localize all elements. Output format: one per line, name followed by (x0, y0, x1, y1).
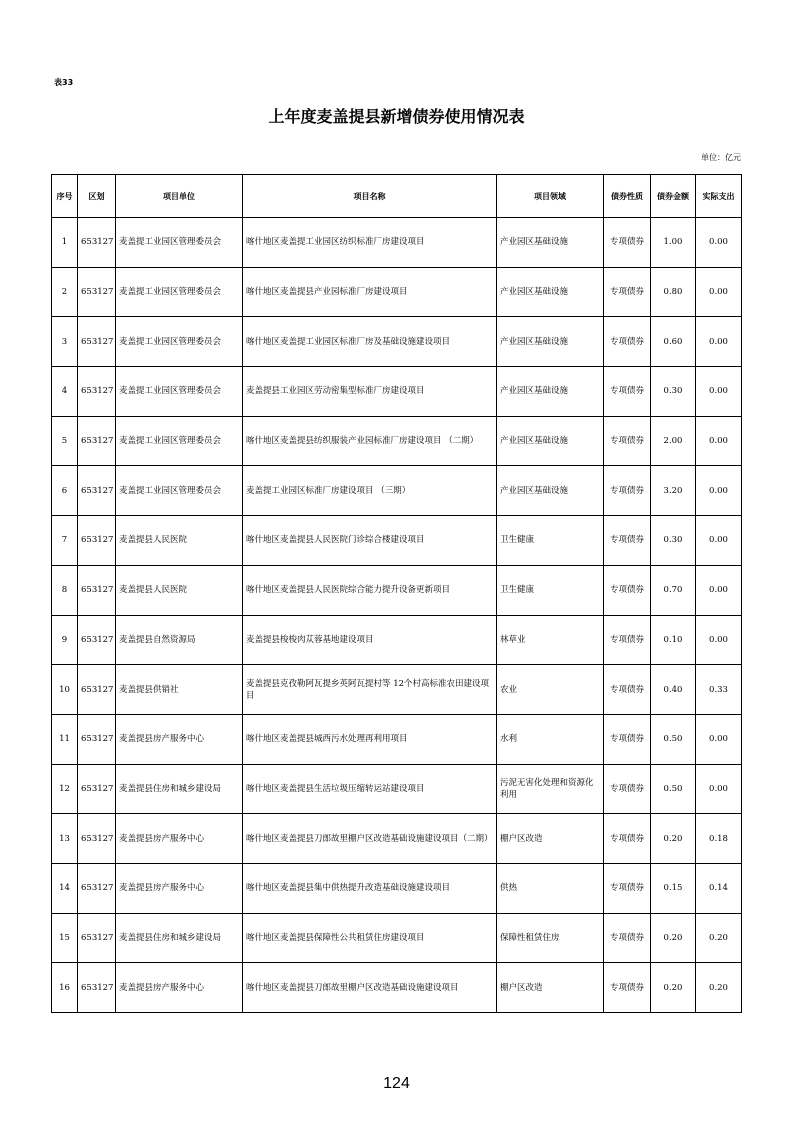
page-title: 上年度麦盖提县新增债券使用情况表 (268, 107, 525, 126)
row-index-cell: 9 (52, 615, 78, 665)
project-name-cell: 麦盖提工业园区标准厂房建设项目 （三期） (243, 466, 497, 516)
table-number: 表33 (54, 78, 74, 87)
project-field-cell: 产业园区基础设施 (497, 416, 604, 466)
project-unit-cell: 麦盖提工业园区管理委员会 (116, 267, 243, 317)
row-index-cell: 1 (52, 218, 78, 268)
table-row (52, 615, 742, 665)
row-index-cell: 11 (52, 714, 78, 764)
project-name-cell: 喀什地区麦盖提县纺织服装产业园标准厂房建设项目 （二期） (243, 416, 497, 466)
table-row (52, 863, 742, 913)
bond-amount-cell: 0.30 (651, 367, 696, 417)
region-code-cell: 653127 (78, 963, 116, 1013)
bond-type-cell: 专项债券 (604, 714, 651, 764)
project-unit-cell: 麦盖提县住房和城乡建设局 (116, 764, 243, 814)
region-code-cell: 653127 (78, 814, 116, 864)
bond-type-cell: 专项债券 (604, 516, 651, 566)
row-index-cell: 6 (52, 466, 78, 516)
project-field-cell: 卫生健康 (497, 565, 604, 615)
bond-amount-cell: 0.40 (651, 665, 696, 715)
table-row (52, 466, 742, 516)
bond-amount-cell: 0.15 (651, 863, 696, 913)
row-index-cell: 5 (52, 416, 78, 466)
actual-expenditure-cell: 0.00 (696, 416, 742, 466)
bond-amount-cell: 0.10 (651, 615, 696, 665)
project-name-cell: 喀什地区麦盖提县人民医院综合能力提升设备更新项目 (243, 565, 497, 615)
project-name-cell: 麦盖提县工业园区劳动密集型标准厂房建设项目 (243, 367, 497, 417)
row-index-cell: 12 (52, 764, 78, 814)
header-cell: 序号 (52, 175, 78, 218)
table-row (52, 764, 742, 814)
table-row (52, 416, 742, 466)
actual-expenditure-cell: 0.00 (696, 267, 742, 317)
header-cell: 项目领域 (497, 175, 604, 218)
table-row (52, 665, 742, 715)
actual-expenditure-cell: 0.00 (696, 615, 742, 665)
actual-expenditure-cell: 0.00 (696, 218, 742, 268)
actual-expenditure-cell: 0.18 (696, 814, 742, 864)
project-name-cell: 喀什地区麦盖提县城西污水处理再利用项目 (243, 714, 497, 764)
table-row (52, 963, 742, 1013)
bond-type-cell: 专项债券 (604, 565, 651, 615)
bond-amount-cell: 0.80 (651, 267, 696, 317)
project-field-cell: 产业园区基础设施 (497, 267, 604, 317)
bond-type-cell: 专项债券 (604, 814, 651, 864)
header-cell: 项目单位 (116, 175, 243, 218)
header-cell: 债券金额 (651, 175, 696, 218)
project-unit-cell: 麦盖提工业园区管理委员会 (116, 416, 243, 466)
header-cell: 实际支出 (696, 175, 742, 218)
region-code-cell: 653127 (78, 466, 116, 516)
region-code-cell: 653127 (78, 317, 116, 367)
row-index-cell: 10 (52, 665, 78, 715)
table-row (52, 267, 742, 317)
row-index-cell: 2 (52, 267, 78, 317)
bond-type-cell: 专项债券 (604, 863, 651, 913)
bond-amount-cell: 0.20 (651, 814, 696, 864)
page-number: 124 (383, 1075, 410, 1092)
actual-expenditure-cell: 0.00 (696, 565, 742, 615)
region-code-cell: 653127 (78, 516, 116, 566)
row-index-cell: 16 (52, 963, 78, 1013)
bond-amount-cell: 0.20 (651, 913, 696, 963)
bond-type-cell: 专项债券 (604, 665, 651, 715)
table-row (52, 714, 742, 764)
table-row (52, 367, 742, 417)
bond-type-cell: 专项债券 (604, 317, 651, 367)
bond-amount-cell: 0.30 (651, 516, 696, 566)
table-row (52, 516, 742, 566)
project-name-cell: 喀什地区麦盖提县人民医院门诊综合楼建设项目 (243, 516, 497, 566)
bond-amount-cell: 0.50 (651, 714, 696, 764)
project-name-cell: 喀什地区麦盖提县产业园标准厂房建设项目 (243, 267, 497, 317)
project-unit-cell: 麦盖提县房产服务中心 (116, 863, 243, 913)
project-name-cell: 喀什地区麦盖提县集中供热提升改造基础设施建设项目 (243, 863, 497, 913)
bond-type-cell: 专项债券 (604, 416, 651, 466)
row-index-cell: 13 (52, 814, 78, 864)
project-field-cell: 林草业 (497, 615, 604, 665)
bond-amount-cell: 0.50 (651, 764, 696, 814)
project-unit-cell: 麦盖提县住房和城乡建设局 (116, 913, 243, 963)
actual-expenditure-cell: 0.20 (696, 963, 742, 1013)
bond-usage-table (51, 174, 742, 1013)
region-code-cell: 653127 (78, 665, 116, 715)
table-row (52, 317, 742, 367)
project-unit-cell: 麦盖提县房产服务中心 (116, 814, 243, 864)
actual-expenditure-cell: 0.20 (696, 913, 742, 963)
actual-expenditure-cell: 0.14 (696, 863, 742, 913)
bond-type-cell: 专项债券 (604, 367, 651, 417)
bond-type-cell: 专项债券 (604, 963, 651, 1013)
row-index-cell: 15 (52, 913, 78, 963)
actual-expenditure-cell: 0.00 (696, 714, 742, 764)
project-unit-cell: 麦盖提工业园区管理委员会 (116, 466, 243, 516)
bond-type-cell: 专项债券 (604, 764, 651, 814)
project-field-cell: 水利 (497, 714, 604, 764)
row-index-cell: 3 (52, 317, 78, 367)
project-name-cell: 喀什地区麦盖提县刀郎故里棚户区改造基础设施建设项目 (243, 963, 497, 1013)
project-unit-cell: 麦盖提县房产服务中心 (116, 714, 243, 764)
project-field-cell: 污泥无害化处理和资源化利用 (497, 764, 604, 814)
project-unit-cell: 麦盖提工业园区管理委员会 (116, 317, 243, 367)
project-unit-cell: 麦盖提县供销社 (116, 665, 243, 715)
region-code-cell: 653127 (78, 367, 116, 417)
table-row (52, 218, 742, 268)
table-row (52, 913, 742, 963)
project-name-cell: 麦盖提县梭梭肉苁蓉基地建设项目 (243, 615, 497, 665)
row-index-cell: 14 (52, 863, 78, 913)
project-name-cell: 喀什地区麦盖提县生活垃圾压缩转运站建设项目 (243, 764, 497, 814)
row-index-cell: 4 (52, 367, 78, 417)
project-name-cell: 喀什地区麦盖提县保障性公共租赁住房建设项目 (243, 913, 497, 963)
project-field-cell: 棚户区改造 (497, 814, 604, 864)
region-code-cell: 653127 (78, 913, 116, 963)
project-unit-cell: 麦盖提县人民医院 (116, 565, 243, 615)
project-field-cell: 农业 (497, 665, 604, 715)
project-field-cell: 保障性租赁住房 (497, 913, 604, 963)
project-unit-cell: 麦盖提县人民医院 (116, 516, 243, 566)
region-code-cell: 653127 (78, 416, 116, 466)
bond-amount-cell: 1.00 (651, 218, 696, 268)
project-field-cell: 产业园区基础设施 (497, 218, 604, 268)
table-row (52, 814, 742, 864)
row-index-cell: 7 (52, 516, 78, 566)
project-field-cell: 供热 (497, 863, 604, 913)
project-field-cell: 产业园区基础设施 (497, 367, 604, 417)
region-code-cell: 653127 (78, 267, 116, 317)
project-name-cell: 喀什地区麦盖提工业园区纺织标准厂房建设项目 (243, 218, 497, 268)
bond-type-cell: 专项债券 (604, 218, 651, 268)
project-field-cell: 棚户区改造 (497, 963, 604, 1013)
header-row (52, 175, 742, 218)
project-unit-cell: 麦盖提工业园区管理委员会 (116, 367, 243, 417)
region-code-cell: 653127 (78, 764, 116, 814)
project-unit-cell: 麦盖提县房产服务中心 (116, 963, 243, 1013)
project-name-cell: 喀什地区麦盖提县刀郎故里棚户区改造基础设施建设项目（二期） (243, 814, 497, 864)
bond-type-cell: 专项债券 (604, 466, 651, 516)
row-index-cell: 8 (52, 565, 78, 615)
unit-label: 单位：亿元 (701, 153, 741, 162)
actual-expenditure-cell: 0.00 (696, 764, 742, 814)
actual-expenditure-cell: 0.00 (696, 516, 742, 566)
actual-expenditure-cell: 0.00 (696, 466, 742, 516)
bond-type-cell: 专项债券 (604, 913, 651, 963)
actual-expenditure-cell: 0.33 (696, 665, 742, 715)
project-field-cell: 产业园区基础设施 (497, 317, 604, 367)
bond-amount-cell: 3.20 (651, 466, 696, 516)
bond-amount-cell: 2.00 (651, 416, 696, 466)
bond-type-cell: 专项债券 (604, 267, 651, 317)
project-unit-cell: 麦盖提工业园区管理委员会 (116, 218, 243, 268)
actual-expenditure-cell: 0.00 (696, 317, 742, 367)
header-cell: 区划 (78, 175, 116, 218)
bond-amount-cell: 0.20 (651, 963, 696, 1013)
project-unit-cell: 麦盖提县自然资源局 (116, 615, 243, 665)
region-code-cell: 653127 (78, 714, 116, 764)
project-field-cell: 产业园区基础设施 (497, 466, 604, 516)
project-name-cell: 喀什地区麦盖提工业园区标准厂房及基础设施建设项目 (243, 317, 497, 367)
bond-type-cell: 专项债券 (604, 615, 651, 665)
region-code-cell: 653127 (78, 565, 116, 615)
project-field-cell: 卫生健康 (497, 516, 604, 566)
bond-amount-cell: 0.70 (651, 565, 696, 615)
region-code-cell: 653127 (78, 863, 116, 913)
table-row (52, 565, 742, 615)
region-code-cell: 653127 (78, 615, 116, 665)
header-cell: 债券性质 (604, 175, 651, 218)
actual-expenditure-cell: 0.00 (696, 367, 742, 417)
header-cell: 项目名称 (243, 175, 497, 218)
region-code-cell: 653127 (78, 218, 116, 268)
bond-amount-cell: 0.60 (651, 317, 696, 367)
project-name-cell: 麦盖提县克孜勒阿瓦提乡英阿瓦提村等 12个村高标准农田建设项目 (243, 665, 497, 715)
